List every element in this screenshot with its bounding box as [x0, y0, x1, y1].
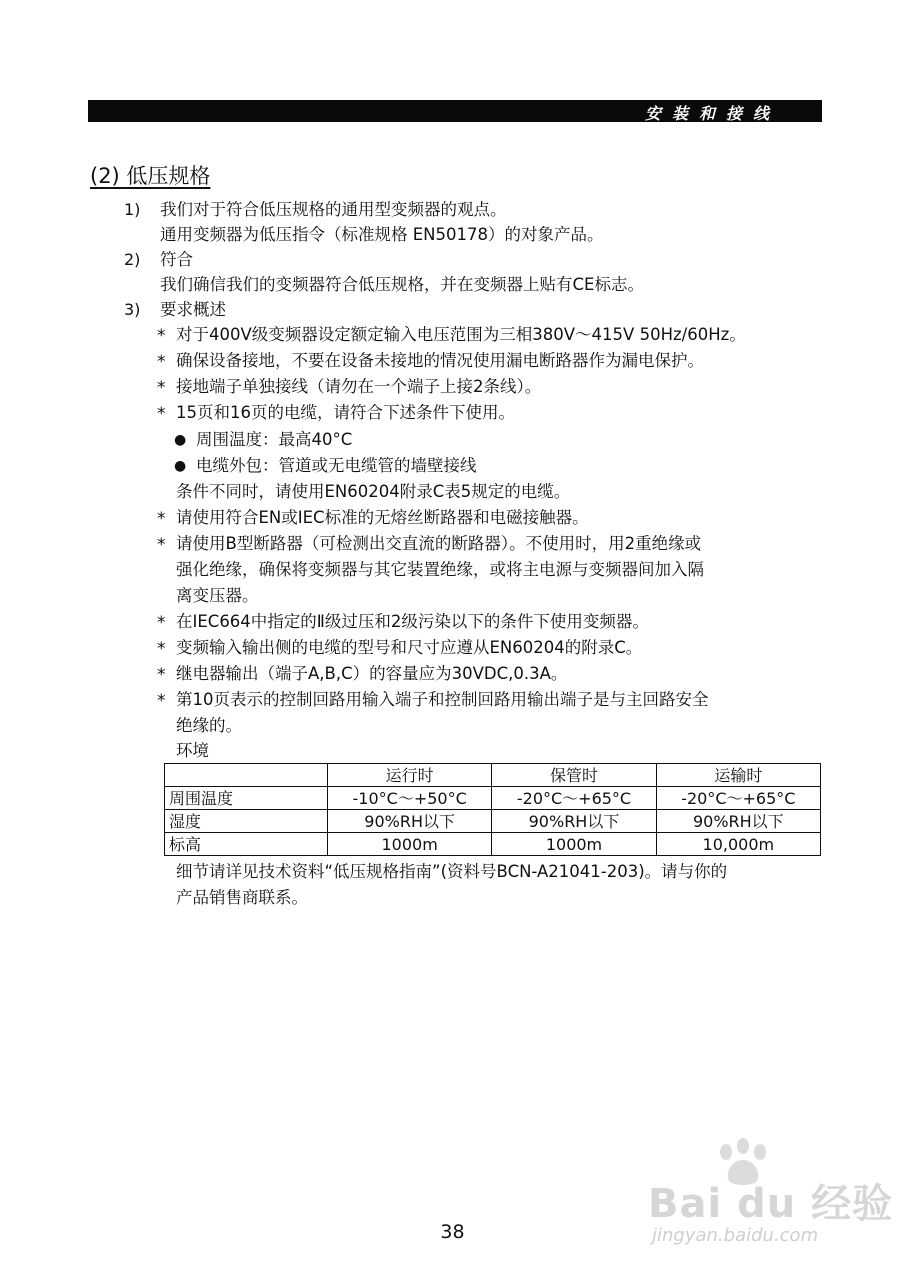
header-title: 安装和接线: [644, 104, 780, 123]
condition-text: 电缆外包：管道或无电缆管的墙壁接线: [196, 456, 477, 475]
asterisk-icon: *: [157, 378, 166, 398]
table-cell: 90%RH以下: [492, 810, 656, 833]
table-row: [165, 833, 821, 856]
requirement-text: 请使用B型断路器（可检测出交直流的断路器）。不使用时，用2重绝缘或: [176, 534, 702, 553]
item-text: 我们对于符合低压规格的通用型变频器的观点。: [160, 200, 507, 219]
table-cell: 90%RH以下: [328, 810, 492, 833]
asterisk-icon: *: [157, 535, 166, 555]
item-text: 我们确信我们的变频器符合低压规格，并在变频器上贴有CE标志。: [160, 275, 644, 294]
bullet-icon: ●: [174, 432, 187, 448]
requirement-text: 在IEC664中指定的Ⅱ级过压和2级污染以下的条件下使用变频器。: [176, 612, 649, 631]
table-header-row: [165, 764, 821, 787]
watermark-brand: Bai du 经验: [648, 1181, 894, 1227]
asterisk-icon: *: [157, 509, 166, 529]
table-header-cell: 运输时: [656, 764, 820, 787]
requirement-text: 第10页表示的控制回路用输入端子和控制回路用输出端子是与主回路安全: [176, 690, 709, 709]
table-cell: 周围温度: [165, 787, 328, 810]
condition-note: 条件不同时，请使用EN60204附录C表5规定的电缆。: [176, 482, 571, 501]
environment-table: [164, 763, 821, 856]
asterisk-icon: *: [157, 352, 166, 372]
table-header-cell: [165, 764, 328, 787]
table-cell: 90%RH以下: [656, 810, 820, 833]
asterisk-icon: *: [157, 404, 166, 424]
table-row: [165, 787, 821, 810]
table-cell: 湿度: [165, 810, 328, 833]
requirement-text: 强化绝缘，确保将变频器与其它装置绝缘，或将主电源与变频器间加入隔: [176, 560, 704, 579]
item-text: 通用变频器为低压指令（标准规格 EN50178）的对象产品。: [160, 225, 604, 244]
condition-text: 周围温度：最高40°C: [196, 430, 353, 449]
requirement-text: 15页和16页的电缆，请符合下述条件下使用。: [176, 403, 515, 422]
header-bar: [88, 100, 822, 122]
requirement-text: 对于400V级变频器设定额定输入电压范围为三相380V～415V 50Hz/60Hz。: [176, 325, 746, 344]
bullet-icon: ●: [174, 458, 187, 474]
table-header-cell: 运行时: [328, 764, 492, 787]
footer-note: 产品销售商联系。: [176, 888, 308, 907]
requirement-text: 变频输入输出侧的电缆的型号和尺寸应遵从EN60204的附录C。: [176, 638, 643, 657]
requirement-text: 接地端子单独接线（请勿在一个端子上接2条线）。: [176, 377, 542, 396]
footer-note: 细节请详见技术资料“低压规格指南”(资料号BCN-A21041-203)。请与你的: [176, 862, 728, 881]
asterisk-icon: *: [157, 691, 166, 711]
environment-label: 环境: [176, 741, 209, 760]
asterisk-icon: *: [157, 613, 166, 633]
item-number: 3): [124, 300, 141, 319]
asterisk-icon: *: [157, 639, 166, 659]
table-cell: -20°C～+65°C: [656, 787, 820, 810]
item-number: 1): [124, 200, 141, 219]
item-number: 2): [124, 250, 141, 269]
table-cell: 1000m: [328, 833, 492, 856]
watermark-url: jingyan.baidu.com: [652, 1225, 819, 1246]
item-text: 符合: [160, 250, 193, 269]
table-row: [165, 810, 821, 833]
requirement-text: 绝缘的。: [176, 716, 242, 735]
asterisk-icon: *: [157, 326, 166, 346]
section-title: (2) 低压规格: [90, 164, 211, 188]
requirement-text: 请使用符合EN或IEC标准的无熔丝断路器和电磁接触器。: [176, 508, 589, 527]
table-header-cell: 保管时: [492, 764, 656, 787]
table-cell: 标高: [165, 833, 328, 856]
table-cell: 10,000m: [656, 833, 820, 856]
table-cell: -10°C～+50°C: [328, 787, 492, 810]
page-number: 38: [440, 1221, 465, 1243]
requirement-text: 确保设备接地，不要在设备未接地的情况使用漏电断路器作为漏电保护。: [176, 351, 704, 370]
table-cell: -20°C～+65°C: [492, 787, 656, 810]
requirement-text: 继电器输出（端子A,B,C）的容量应为30VDC,0.3A。: [176, 664, 568, 683]
asterisk-icon: *: [157, 665, 166, 685]
item-text: 要求概述: [160, 300, 226, 319]
table-cell: 1000m: [492, 833, 656, 856]
requirement-text: 离变压器。: [176, 586, 259, 605]
